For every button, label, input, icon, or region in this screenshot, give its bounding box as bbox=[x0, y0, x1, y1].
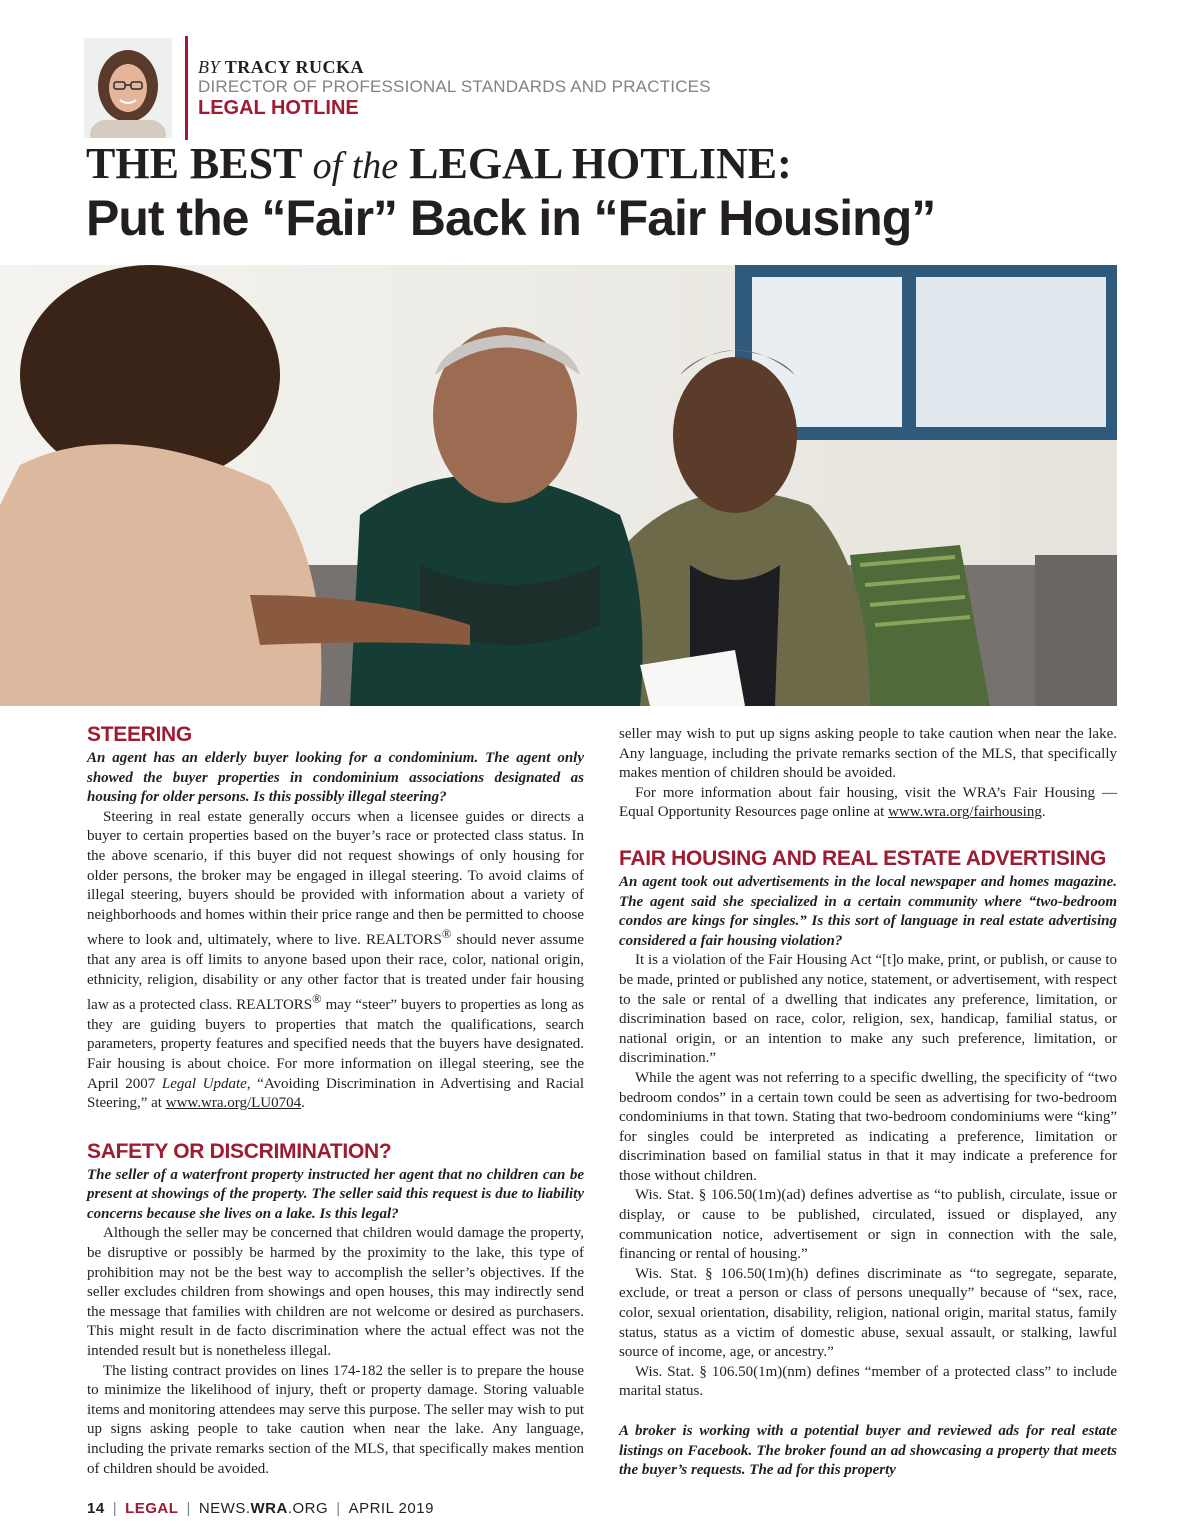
author-name: TRACY RUCKA bbox=[224, 57, 365, 77]
kicker-part: THE BEST bbox=[86, 139, 313, 188]
registered-mark: ® bbox=[312, 992, 322, 1007]
byline-divider bbox=[185, 36, 188, 140]
page-title: Put the “Fair” Back in “Fair Housing” bbox=[86, 190, 936, 246]
text-run: may “steer” buyers to properties as long as they are guiding buyers to properties that match the qualifications, search parameters, property features and specified needs that the buyers have designated. Fair housing is about choice. For more information on illegal steering, see the April 2007 bbox=[87, 997, 584, 1092]
advertising-answer-3: Wis. Stat. § 106.50(1m)(ad) defines advertise as “to publish, circulate, issue or display, or cause to be published, circulated, issued or displayed, any communication notice, advertisement or sign in connection with the sale, financing or rental of housing.” bbox=[619, 1187, 1117, 1263]
publication-title: Legal Update bbox=[161, 1075, 247, 1092]
left-column bbox=[87, 723, 584, 1479]
byline-author bbox=[198, 57, 711, 77]
page-footer: 14 | LEGAL | NEWS.WRA.ORG | APRIL 2019 bbox=[87, 1500, 434, 1517]
site-part: .ORG bbox=[287, 1500, 329, 1517]
advertising-answer-2: While the agent was not referring to a specific dwelling, the specificity of “two bedroom condos” in a certain town could be seen as advertising for two-bedroom condominiums in that town. Stating that two-bedroom condominiums were “king” for singles could be interpreted as indicating a preference, limitation or discrimination based on familial status in that it may indicate a preference for those without children. bbox=[619, 1069, 1117, 1184]
text-run: Steering in real estate generally occurs when a licensee guides or directs a buyer to certain properties based on the buyer’s race or protected class status. In the above scenario, if this buyer did not request showings of only housing for older persons, the broker may be engaged in illegal steering. To avoid claims of illegal steering, buyers should be provided with information about a variety of neighborhoods and homes within their price range and then be permitted to choose where to look and, ultimately, where to live. REALTORS bbox=[87, 808, 584, 949]
lu0704-link[interactable]: www.wra.org/LU0704 bbox=[165, 1095, 302, 1112]
advertising-question: An agent took out advertisements in the local newspaper and homes magazine. The agent said she specialized in a certain community where “two-bedroom condos are kings for singles.” Is this sort of language in real estate advertising considered a fair housing violation? bbox=[619, 873, 1117, 949]
heading-advertising: FAIR HOUSING AND REAL ESTATE ADVERTISING bbox=[619, 846, 1106, 870]
safety-answer-1: Although the seller may be concerned that children would damage the property, be disruptive or possibly be harmed by the proximity to the lake, this type of prohibition may not be the best way to accomplish the seller’s objectives. If the seller excludes children from showings and open houses, this may indirectly send the message that families with children are not welcome or desired as purchasers. This might result in de facto discrimination where the actual effect was not the intended result but is nonetheless illegal. bbox=[87, 1225, 584, 1360]
facebook-question: A broker is working with a potential buyer and reviewed ads for real estate listings on Facebook. The broker found an ad showcasing a property that meets the buyer’s requests. The ad for this property bbox=[619, 1423, 1117, 1479]
site-part: WRA bbox=[250, 1500, 288, 1517]
column-name: LEGAL HOTLINE bbox=[198, 97, 359, 119]
hero-photo bbox=[0, 265, 1117, 706]
steering-question: An agent has an elderly buyer looking for a condominium. The agent only showed the buyer properties in condominium associations designated as housing for older persons. Is this possibly illegal steering? bbox=[87, 750, 584, 806]
byline bbox=[198, 57, 711, 119]
advertising-answer-5: Wis. Stat. § 106.50(1m)(nm) defines “member of a protected class” to include marital status. bbox=[619, 1363, 1117, 1400]
issue-date: APRIL 2019 bbox=[348, 1500, 434, 1517]
kicker-part: LEGAL HOTLINE: bbox=[398, 139, 792, 188]
fairhousing-link[interactable]: www.wra.org/fairhousing bbox=[888, 804, 1042, 821]
byline-by: BY bbox=[198, 57, 221, 77]
text-run: . bbox=[1041, 804, 1046, 821]
text-run: . bbox=[301, 1095, 305, 1112]
advertising-answer-4: Wis. Stat. § 106.50(1m)(h) defines discriminate as “to segregate, separate, exclude, or treat a person or class of persons unequally” because of “sex, race, color, sexual orientation, disability, religion, national origin, marital status, family status, status as a victim of domestic abuse, sexual assault, or stalking, lawful source of income, age, or ancestry.” bbox=[619, 1265, 1117, 1361]
kicker-title bbox=[86, 140, 792, 190]
heading-safety: SAFETY OR DISCRIMINATION? bbox=[87, 1139, 392, 1163]
safety-answer-2: The listing contract provides on lines 174-182 the seller is to prepare the house to minimize the likelihood of injury, theft or property damage. Storing valuable items and monitoring attendees may serve this purpose. The seller may wish to put up signs asking people to take caution when near the lake. Any language, including the private remarks section of the MLS, that specifically makes mention of children should be avoided. bbox=[87, 1362, 584, 1477]
heading-steering: STEERING bbox=[87, 723, 192, 746]
steering-answer bbox=[87, 808, 584, 1114]
site-part: NEWS. bbox=[198, 1500, 251, 1517]
safety-answer-3 bbox=[619, 784, 1117, 823]
text-run: should never assume that any area is off limits to anyone based upon their race, color, national origin, ethnicity, religion, disability or any other factor that is treated under fair housing law as a protected class. REALTORS bbox=[87, 932, 584, 1014]
author-role: DIRECTOR OF PROFESSIONAL STANDARDS AND PRACTICES bbox=[198, 77, 711, 96]
text-run: For more information about fair housing, visit the WRA’s Fair Housing — Equal Opportunity Resources page online at bbox=[619, 784, 1117, 821]
advertising-answer-1: It is a violation of the Fair Housing Act “[t]o make, print, or publish, or cause to be made, printed or published any notice, statement, or advertisement, with respect to the sale or rental of a dwelling that indicates any preference, limitation, or discrimination based on race, color, religion, sex, handicap, familial status, or national origin, or an intention to make any such preference, limitation, or discrimination.” bbox=[619, 952, 1117, 1067]
right-column bbox=[619, 725, 1117, 1481]
footer-section: LEGAL bbox=[125, 1500, 179, 1517]
footer-site bbox=[199, 1500, 328, 1517]
author-portrait bbox=[84, 38, 172, 138]
page-number: 14 bbox=[87, 1500, 105, 1517]
kicker-italic: of the bbox=[312, 145, 399, 187]
safety-question: The seller of a waterfront property instructed her agent that no children can be present at showings of the property. The seller said this request is due to liability concerns because she lives on a lake. Is this legal? bbox=[87, 1166, 584, 1222]
safety-answer-2-continued: seller may wish to put up signs asking people to take caution when near the lake. Any language, including the private remarks section of the MLS, that specifically makes mention of children should be avoided. bbox=[619, 726, 1117, 782]
registered-mark: ® bbox=[441, 927, 452, 942]
text-run: , “Avoiding Discrimination in Advertising and Racial Steering,” at bbox=[87, 1075, 584, 1112]
